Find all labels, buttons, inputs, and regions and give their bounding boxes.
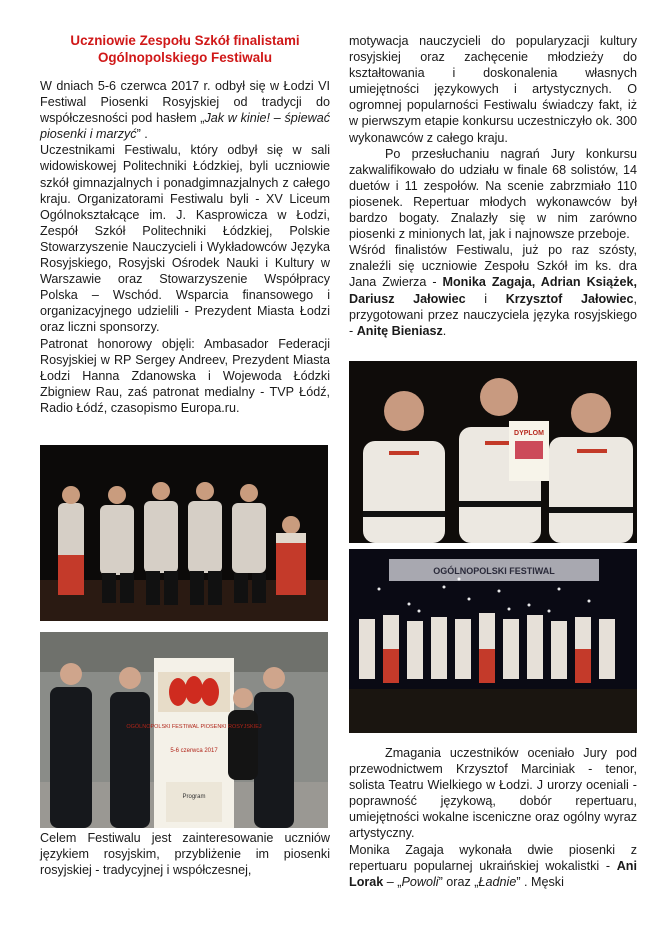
quote-mid: ” oraz „ [438, 874, 479, 889]
right-column [349, 33, 637, 339]
right-column-bottom [349, 745, 637, 890]
poster-date: 5-6 czerwca 2017 [170, 748, 218, 754]
paragraph-qualification: Po przesłuchaniu nagrań Jury konkursu zakwalifikowało do udziału w finale 68 solistów, 14 duetów i 11 zespołów. Na scenie zabrzmiało 110 piosenek. Repertuar młodych wykonawców był bardzo bogaty. Znalazły się w nim zarówno piosenki z minionych lat, jak i najnowsze przeboje. [349, 146, 637, 242]
photo-finalists-with-diploma [349, 361, 637, 543]
photo-group-with-poster [40, 632, 328, 828]
paragraph-finalists [349, 242, 637, 339]
poster-program: Program [182, 794, 206, 800]
paragraph-patronage: Patronat honorowy objęli: Ambasador Federacji Rosyjskiej w RP Sergey Andreev, Prezydent Miasta Łodzi Hanna Zdanowska i Wojewoda Łódzki Zbigniew Rau, zaś patronat medialny - TVP Łódź, Radio Łódź, czasopismo Europa.ru. [40, 336, 330, 415]
teacher-name: Anitę Bieniasz [356, 323, 443, 338]
finalists-and: i [465, 291, 506, 306]
poster-heading: OGÓLNOPOLSKI FESTIWAL PIOSENKI ROSYJSKIEJ [126, 724, 262, 730]
stage-banner: OGÓLNOPOLSKI FESTIWAL [433, 566, 555, 576]
paragraph-purpose: Celem Festiwalu jest zainteresowanie uczniów językiem rosyjskim, przybliżenie im piosenki rosyjskiej - tradycyjnej i współczesnej, [40, 831, 330, 878]
performance-end: ” . Męski [516, 874, 564, 889]
diploma-label: DYPLOM [514, 430, 544, 437]
festival-slogan: Jak w kinie! – śpiewać piosenki i marzyć [40, 111, 330, 142]
paragraph-participants: Uczestnikami Festiwalu, który odbył się w sali widowiskowej Politechniki Łódzkiej, byli uczniowie szkół gimnazjalnych i ponadgimnazjalnych z całego kraju. Organizatorami Festiwalu byli - XV Liceum Ogólnokształcące im. J. Kasprowicza w Łodzi, Zespół Szkół Politechniki Łódzkiej, Polskie Stowarzyszenie Nauczycieli i Wykładowców Języka Rosyjskiego, Rosyjski Ośrodek Nauki i Kultury w Warszawie oraz Stowarzyszenie Współpracy Polska – Wschód. Wsparcia finansowego i organizacyjnego udzielili - Prezydent Miasta Łodzi oraz liczni sponsorzy. [40, 143, 330, 335]
song-title-2: Ładnie [478, 874, 517, 889]
paragraph-intro [40, 78, 330, 142]
finalists-end: . [442, 323, 447, 338]
photo-group-on-stage [40, 445, 328, 621]
song-title-1: Powoli [401, 874, 439, 889]
artist-name: Ani Lorak [349, 858, 637, 889]
finalist-names: Monika Zagaja, Adrian Książek, Dariusz Jałowiec [349, 275, 637, 306]
intro-text: W dniach 5-6 czerwca 2017 r. odbył się w Łodzi VI Festiwal Piosenki Rosyjskiej od tradycji do współczesności pod hasłem „ [40, 79, 330, 126]
finalist-name-krzysztof: Krzysztof Jałowiec [505, 291, 634, 306]
paragraph-motivation: motywacja nauczycieli do popularyzacji kultury rosyjskiej oraz zachęcenie młodzieży do kształtowania i doskonalenia własnych umiejętności językowych i artystycznych. O ogromnej popularności Festiwalu świadczy fakt, iż w pierwszym etapie konkursu uczestniczyło ok. 300 wykonawców z całego kraju. [349, 34, 637, 145]
performance-text: Monika Zagaja wykonała dwie piosenki z repertuaru popularnej ukraińskiej wokalistki - [349, 842, 637, 873]
quote-open-1: – „ [383, 874, 402, 889]
finalists-teacher-text: , przygotowani przez nauczyciela języka rosyjskiego - [349, 291, 637, 338]
finalists-text: Wśród finalistów Festiwalu, już po raz szósty, znaleźli się uczniowie Zespołu Szkół im ks. dra Jana Zwierza - [349, 243, 637, 290]
paragraph-performance [349, 842, 637, 890]
left-column [40, 33, 330, 416]
paragraph-jury: Zmagania uczestników oceniało Jury pod przewodnictwem Krzysztof Marciniak - tenor, solista Teatru Wielkiego w Łodzi. J urorzy oceniali - poprawność językową, dobór repertuaru, umiejętności wokalne isceniczne oraz ogólny wyraz artystyczny. [349, 746, 637, 841]
article-title: Uczniowie Zespołu Szkół finalistami Ogólnopolskiego Festiwalu [70, 33, 300, 65]
intro-end: ” . [136, 127, 148, 142]
photo-festival-finale [349, 549, 637, 733]
